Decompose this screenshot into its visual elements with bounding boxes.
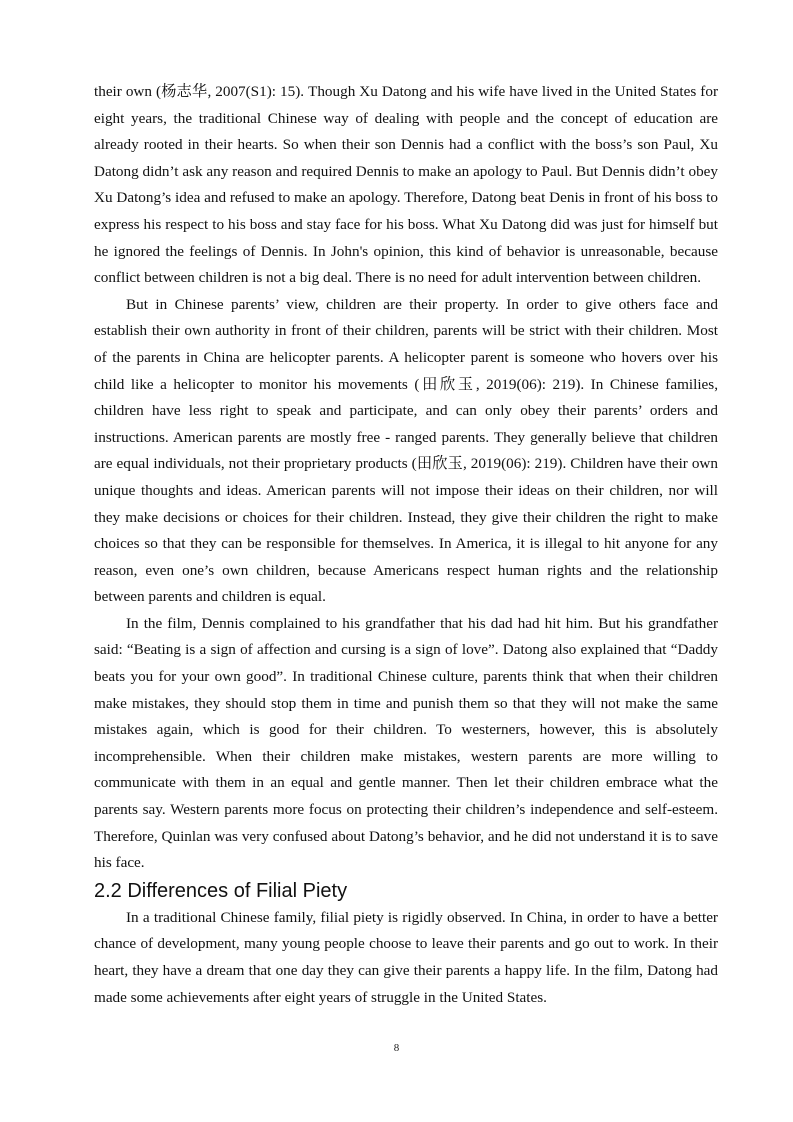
paragraph-filial-piety: In a traditional Chinese family, filial piety is rigidly observed. In China, in order to have a better chance of development, many young people choose to leave their parents and go out to work. In their heart, they have a dream that one day they can give their parents a happy life. In the film, Datong had made some achievements after eight years of struggle in the United States. (94, 908, 718, 1006)
paragraph-parental-authority: But in Chinese parents’ view, children are their property. In order to give others face and establish their own authority in front of their children, parents will be strict with their children. Most of the parents in China are helicopter parents. A helicopter parent is someone who hovers over his child like a helicopter to monitor his movements (田欣玉, 2019(06): 219). In Chinese families, children have less right to speak and participate, and can only obey their parents’ orders and instructions. American parents are mostly free - ranged parents. They generally believe that children are equal individuals, not their proprietary products (田欣玉, 2019(06): 219). Children have their own unique thoughts and ideas. American parents will not impose their ideas on their children, nor will they make decisions or choices for their children. Instead, they give their children the right to make choices so that they can be responsible for themselves. In America, it is illegal to hit anyone for any reason, even one’s own children, because Americans respect human rights and the relationship between parents and children is equal. (94, 295, 718, 606)
paragraph-continuation: their own (杨志华, 2007(S1): 15). Though Xu Datong and his wife have lived in the United States for eight years, the traditional Chinese way of dealing with people and the concept of education are already rooted in their hearts. So when their son Dennis had a conflict with the boss’s son Paul, Xu Datong didn’t ask any reason and required Dennis to make an apology to Paul. But Dennis didn’t obey Xu Datong’s idea and refused to make an apology. Therefore, Datong beat Denis in front of his boss to express his respect to his boss and stay face for his boss. What Xu Datong did was just for himself but he ignored the feelings of Dennis. In John's opinion, this kind of behavior is unreasonable, because conflict between children is not a big deal. There is no need for adult intervention between children. (94, 83, 718, 287)
paragraph-beating-in-film: In the film, Dennis complained to his grandfather that his dad had hit him. But his grandfather said: “Beating is a sign of affection and cursing is a sign of love”. Datong also explained that “Daddy beats you for your own good”. In traditional Chinese culture, parents think that when their children make mistakes, they should stop them in time and punish them so that they will not make the same mistakes again, which is good for their children. To westerners, however, this is absolutely incomprehensible. When their children make mistakes, western parents are more willing to communicate with them in an equal and gentle manner. Then let their children embrace what the parents say. Western parents more focus on protecting their children’s independence and self-esteem. Therefore, Quinlan was very confused about Datong’s behavior, and he did not understand it is to save his face. (94, 614, 718, 872)
section-heading: 2.2 Differences of Filial Piety (94, 879, 348, 902)
body-text (94, 79, 718, 1011)
page-number: 8 (393, 1042, 400, 1054)
